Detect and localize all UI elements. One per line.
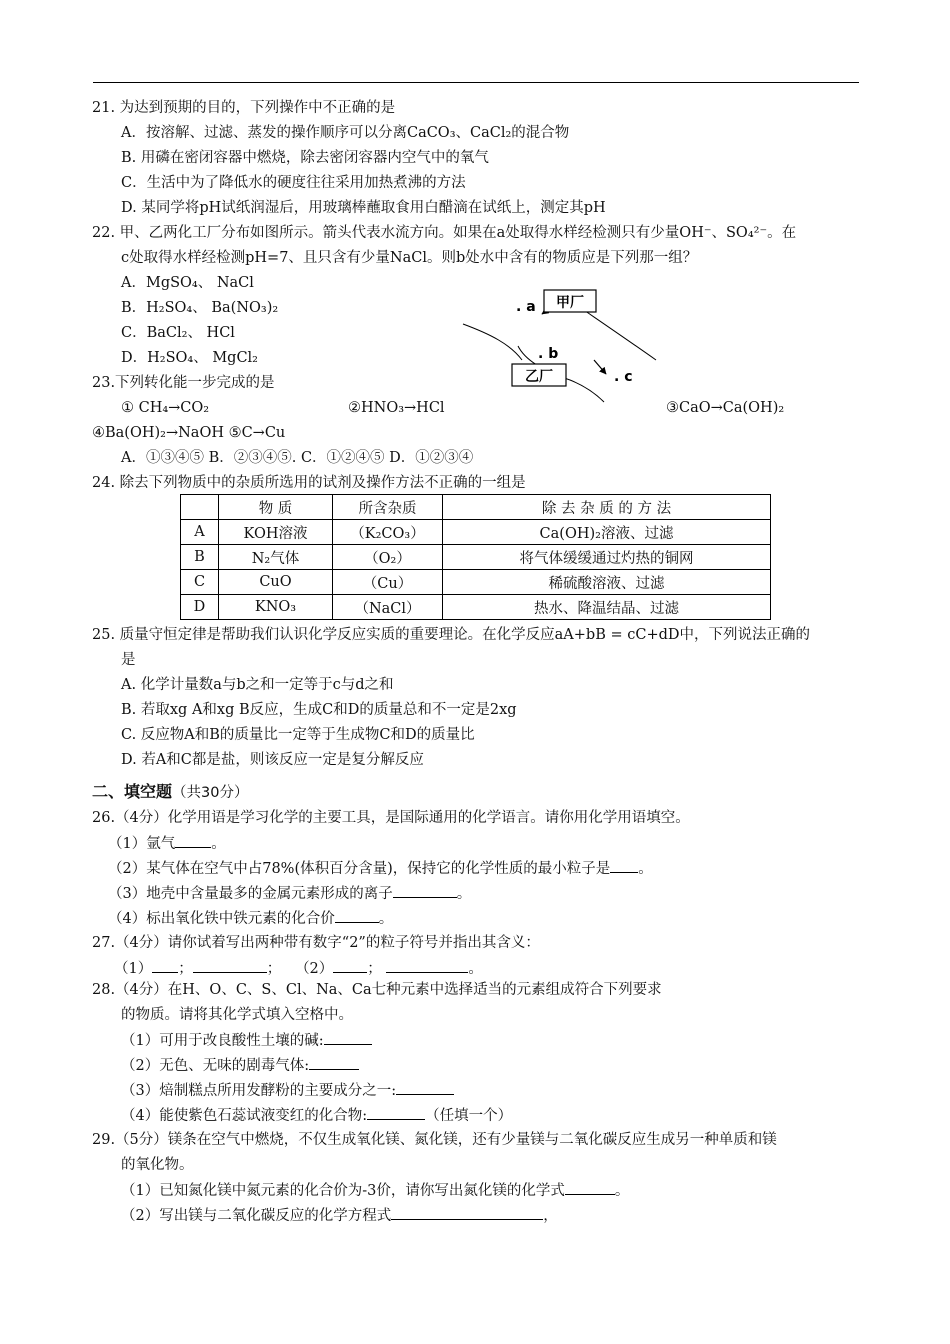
table-cell: C [181,570,219,595]
q28-sub-3-text: （3）焙制糕点所用发酵粉的主要成分之一: [121,1083,397,1099]
table-cell: B [181,545,219,570]
q27-p1: （1） [114,961,153,977]
q22-option-b: B．H₂SO₄、 Ba(NO₃)₂ [121,300,279,316]
point-c-label: . c [614,369,633,385]
q26-sub-2 [108,858,653,879]
q28-sub-1 [121,1030,372,1051]
q24-stem: 24. 除去下列物质中的杂质所选用的试剂及操作方法不正确的一组是 [92,475,526,491]
river-left-line [463,324,522,360]
factory-yi-label: 乙厂 [525,369,553,385]
section-title [92,782,248,803]
table-cell: 热水、降温结晶、过滤 [443,595,771,620]
table-cell: KOH溶液 [219,520,333,545]
q25-option-d: D. 若A和C都是盐，则该反应一定是复分解反应 [121,752,424,768]
q29-sub-2 [121,1205,558,1226]
answer-blank[interactable] [386,958,468,973]
q25-stem-line2: 是 [121,652,136,668]
table-row [181,595,771,620]
q28-sub-4-text: （4）能使紫色石蕊试液变红的化合物: [121,1108,368,1124]
point-b-label: . b [538,346,559,362]
q24-table [180,494,771,620]
q21-stem: 21. 为达到预期的目的，下列操作中不正确的是 [92,100,396,116]
q28-sub-3 [121,1080,454,1101]
point-a-label: . a [516,299,536,315]
table-header-cell: 物 质 [219,495,333,520]
q23-item-2: ②HNO₃→HCl [348,400,445,416]
q28-stem-line1: 28.（4分）在H、O、C、S、Cl、Na、Ca七种元素中选择适当的元素组成符合下列要求 [92,982,662,998]
table-cell: D [181,595,219,620]
answer-blank[interactable] [335,908,379,923]
table-row [181,545,771,570]
q26-sub-3-end: 。 [456,886,472,902]
q28-stem-line2: 的物质。请将其化学式填入空格中。 [121,1007,353,1023]
q28-sub-4-end: （任填一个） [425,1108,513,1124]
q26-sub-1 [108,833,226,854]
q26-sub-1-end: 。 [211,836,226,852]
q29-sub-2-end: ， [543,1208,558,1224]
q22-option-c: C．BaCl₂、 HCl [121,325,235,341]
q26-sub-4-text: （4）标出氧化铁中铁元素的化合价 [108,911,335,927]
factory-diagram [460,288,660,408]
q22-option-d: D．H₂SO₄、 MgCl₂ [121,350,258,366]
table-cell: 将气体缓缓通过灼热的铜网 [443,545,771,570]
table-header-cell [181,495,219,520]
q27-stem: 27.（4分）请你试着写出两种带有数字“2”的粒子符号并指出其含义： [92,935,540,951]
q21-option-c: C．生活中为了降低水的硬度往往采用加热煮沸的方法 [121,175,466,191]
answer-blank[interactable] [333,958,367,973]
answer-blank[interactable] [610,858,638,873]
section-title-text: 二、填空题 [92,782,173,801]
river-right-line [578,306,656,360]
q25-option-b: B. 若取xg A和xg B反应，生成C和D的质量总和不一定是2xg [121,702,517,718]
q25-option-a: A. 化学计量数a与b之和一定等于c与d之和 [121,677,394,693]
table-row [181,570,771,595]
q22-stem-line1: 22. 甲、乙两化工厂分布如图所示。箭头代表水流方向。如果在a处取得水样经检测只有少量OH⁻、SO₄²⁻。在 [92,225,797,241]
q27-answers [114,958,483,979]
answer-blank[interactable] [396,1080,454,1095]
q26-sub-3 [108,883,471,904]
q27-p2: （2） [295,961,334,977]
q28-sub-2-text: （2）无色、无味的剧毒气体: [121,1058,310,1074]
q28-sub-4 [121,1105,512,1126]
q23-stem: 23.下列转化能一步完成的是 [92,375,275,391]
answer-blank[interactable] [193,958,267,973]
table-cell: CuO [219,570,333,595]
answer-blank[interactable] [391,1205,543,1220]
q23-items-4-5: ④Ba(OH)₂→NaOH ⑤C→Cu [92,425,286,441]
answer-blank[interactable] [175,833,211,848]
q29-sub-1 [121,1180,629,1201]
q25-option-c: C. 反应物A和B的质量比一定等于生成物C和D的质量比 [121,727,475,743]
q21-option-b: B. 用磷在密闭容器中燃烧，除去密闭容器内空气中的氧气 [121,150,489,166]
q22-option-a: A．MgSO₄、 NaCl [121,275,254,291]
q27-semi: ； [178,961,193,977]
answer-blank[interactable] [367,1105,425,1120]
table-header-row [181,495,771,520]
table-cell: KNO₃ [219,595,333,620]
answer-blank[interactable] [565,1180,615,1195]
table-header-cell: 所含杂质 [333,495,443,520]
q21-option-d: D. 某同学将pH试纸润湿后，用玻璃棒蘸取食用白醋滴在试纸上，测定其pH [121,200,606,216]
q29-sub-1-end: 。 [614,1183,630,1199]
section-points: （共30分） [172,785,249,801]
factory-jia-label: 甲厂 [556,295,584,311]
table-cell: A [181,520,219,545]
q29-sub-2-text: （2）写出镁与二氧化碳反应的化学方程式 [121,1208,392,1224]
q27-end: 。 [468,961,483,977]
q26-sub-4 [108,908,393,929]
q26-stem: 26.（4分）化学用语是学习化学的主要工具，是国际通用的化学语言。请你用化学用语填空。 [92,810,690,826]
q29-stem-line2: 的氧化物。 [121,1157,194,1173]
flow-arrow-c [594,360,606,374]
q26-sub-4-end: 。 [378,911,394,927]
q27-semi: ； [266,961,282,977]
q26-sub-2-end: 。 [638,861,653,877]
q29-sub-1-text: （1）已知氮化镁中氮元素的化合价为-3价，请你写出氮化镁的化学式 [121,1183,565,1199]
answer-blank[interactable] [152,958,178,973]
q28-sub-1-text: （1）可用于改良酸性土壤的碱: [121,1033,324,1049]
table-row [181,520,771,545]
table-cell: （O₂） [333,545,443,570]
table-cell: （NaCl） [333,595,443,620]
table-cell: N₂气体 [219,545,333,570]
q27-semi: ； [367,961,382,977]
q21-option-a: A．按溶解、过滤、蒸发的操作顺序可以分离CaCO₃、CaCl₂的混合物 [121,125,570,141]
q23-item-3: ③CaO→Ca(OH)₂ [666,400,785,416]
q26-sub-1-text: （1）氩气 [108,836,176,852]
q28-sub-2 [121,1055,359,1076]
q22-stem-line2: c处取得水样经检测pH=7、且只含有少量NaCl。则b处水中含有的物质应是下列那一组？ [121,250,698,266]
table-cell: 稀硫酸溶液、过滤 [443,570,771,595]
table-cell: Ca(OH)₂溶液、过滤 [443,520,771,545]
q23-options: A．①③④⑤ B．②③④⑤. C．①②④⑤ D．①②③④ [121,450,474,466]
table-cell: （K₂CO₃） [333,520,443,545]
table-header-cell: 除 去 杂 质 的 方 法 [443,495,771,520]
q29-stem-line1: 29.（5分）镁条在空气中燃烧，不仅生成氧化镁、氮化镁，还有少量镁与二氧化碳反应生成另一种单质和镁 [92,1132,777,1148]
top-rule [93,82,859,83]
table-cell: （Cu） [333,570,443,595]
answer-blank[interactable] [324,1030,372,1045]
answer-blank[interactable] [393,883,457,898]
q23-item-1: ① CH₄→CO₂ [121,400,210,416]
q26-sub-3-text: （3）地壳中含量最多的金属元素形成的离子 [108,886,393,902]
q26-sub-2-text: （2）某气体在空气中占78%(体积百分含量)，保持它的化学性质的最小粒子是 [108,861,611,877]
q25-stem-line1: 25. 质量守恒定律是帮助我们认识化学反应实质的重要理论。在化学反应aA+bB = cC+dD中，下列说法正确的 [92,627,811,643]
answer-blank[interactable] [309,1055,359,1070]
